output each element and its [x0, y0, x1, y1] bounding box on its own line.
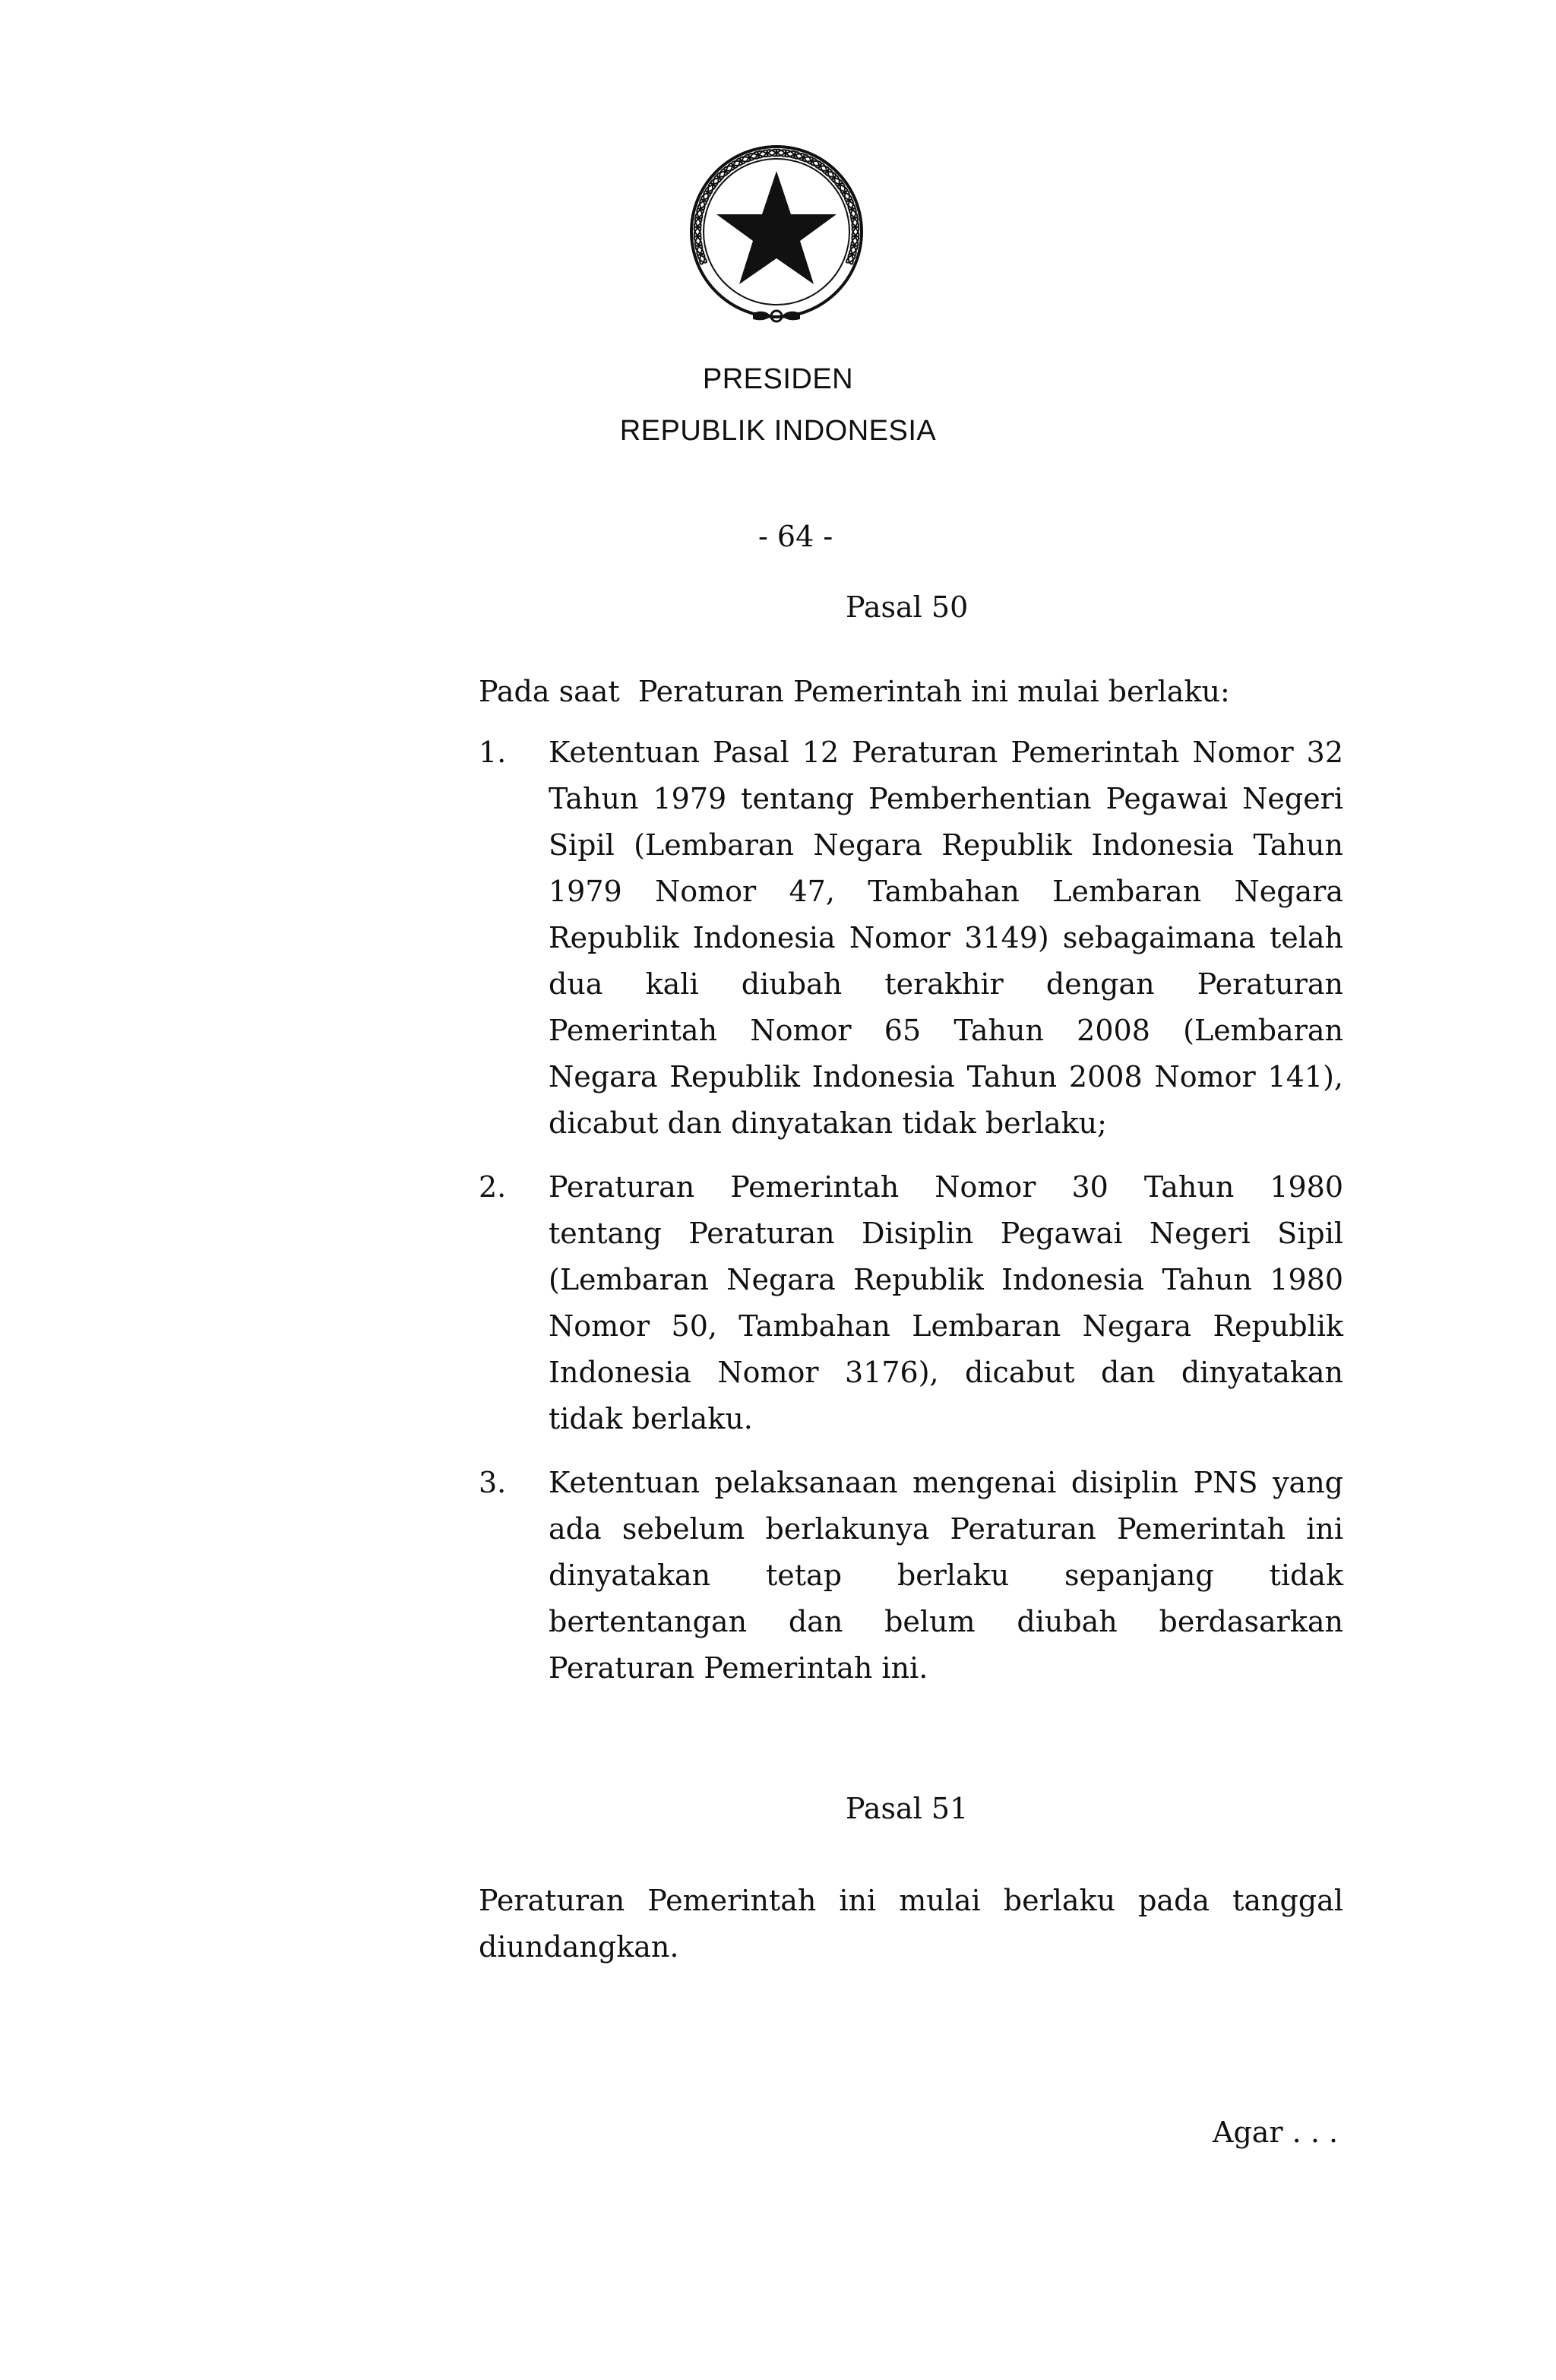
wreath-leaf [713, 176, 719, 187]
header-title-republik: REPUBLIK INDONESIA [619, 415, 937, 447]
presidential-seal-icon [677, 137, 876, 336]
pasal-50-heading: Pasal 50 [846, 590, 969, 624]
list-item-line: dua kali diubah terakhir dengan Peraturan [549, 967, 1343, 1001]
continuation-marker: Agar . . . [1213, 2116, 1339, 2149]
list-item-line: 1979 Nomor 47, Tambahan Lembaran Negara [549, 875, 1343, 908]
list-item-line: Indonesia Nomor 3176), dicabut dan dinyatakan [549, 1356, 1343, 1389]
pasal-50-intro: Pada saat Peraturan Pemerintah ini mulai berlaku: [479, 675, 1230, 708]
list-item-line: dinyatakan tetap berlaku sepanjang tidak [549, 1559, 1343, 1592]
paragraph-line: diundangkan. [479, 1930, 679, 1964]
list-item-line: (Lembaran Negara Republik Indonesia Tahun 1980 [549, 1263, 1343, 1296]
wreath-leaf [834, 176, 840, 187]
list-item-line: ada sebelum berlakunya Peraturan Pemerintah ini [549, 1512, 1343, 1546]
list-item-line: Ketentuan pelaksanaan mengenai disiplin PNS yang [549, 1466, 1343, 1499]
list-item-line: Peraturan Pemerintah Nomor 30 Tahun 1980 [549, 1170, 1343, 1204]
wreath-leaf [785, 149, 796, 160]
pasal-51-heading: Pasal 51 [846, 1792, 969, 1825]
wreath-leaf [840, 183, 846, 194]
list-item-number: 3. [479, 1466, 507, 1499]
paragraph-line: Peraturan Pemerintah ini mulai berlaku pada tanggal [479, 1884, 1343, 1917]
list-item-line: dicabut dan dinyatakan tidak berlaku; [549, 1106, 1107, 1140]
wreath-leaf [708, 183, 713, 194]
list-item-line: Ketentuan Pasal 12 Peraturan Pemerintah Nomor 32 [549, 736, 1343, 769]
wreath-leaf [848, 245, 859, 255]
list-item-line: Pemerintah Nomor 65 Tahun 2008 (Lembaran [549, 1014, 1343, 1047]
page-number: - 64 - [758, 520, 833, 553]
list-item-number: 2. [479, 1170, 507, 1204]
header-title-presiden: PRESIDEN [702, 363, 854, 395]
list-item-line: Republik Indonesia Nomor 3149) sebagaimana telah [549, 921, 1343, 954]
list-item-line: Peraturan Pemerintah ini. [549, 1651, 928, 1685]
list-item-line: Negara Republik Indonesia Tahun 2008 Nomor 141), [549, 1060, 1343, 1093]
list-item-line: Nomor 50, Tambahan Lembaran Negara Republik [549, 1309, 1343, 1343]
list-item-line: tentang Peraturan Disiplin Pegawai Negeri Sipil [549, 1217, 1343, 1250]
list-item-number: 1. [479, 736, 507, 769]
list-item-line: bertentangan dan belum diubah berdasarkan [549, 1605, 1343, 1638]
wreath-leaf [845, 191, 850, 201]
list-item-line: Sipil (Lembaran Negara Republik Indonesia Tahun [549, 828, 1343, 862]
wreath-leaf [757, 149, 769, 160]
wreath-leaf [694, 245, 705, 255]
wreath-leaf [704, 191, 709, 201]
list-item-line: Tahun 1979 tentang Pemberhentian Pegawai Negeri [549, 782, 1343, 815]
list-item-line: tidak berlaku. [549, 1402, 753, 1435]
